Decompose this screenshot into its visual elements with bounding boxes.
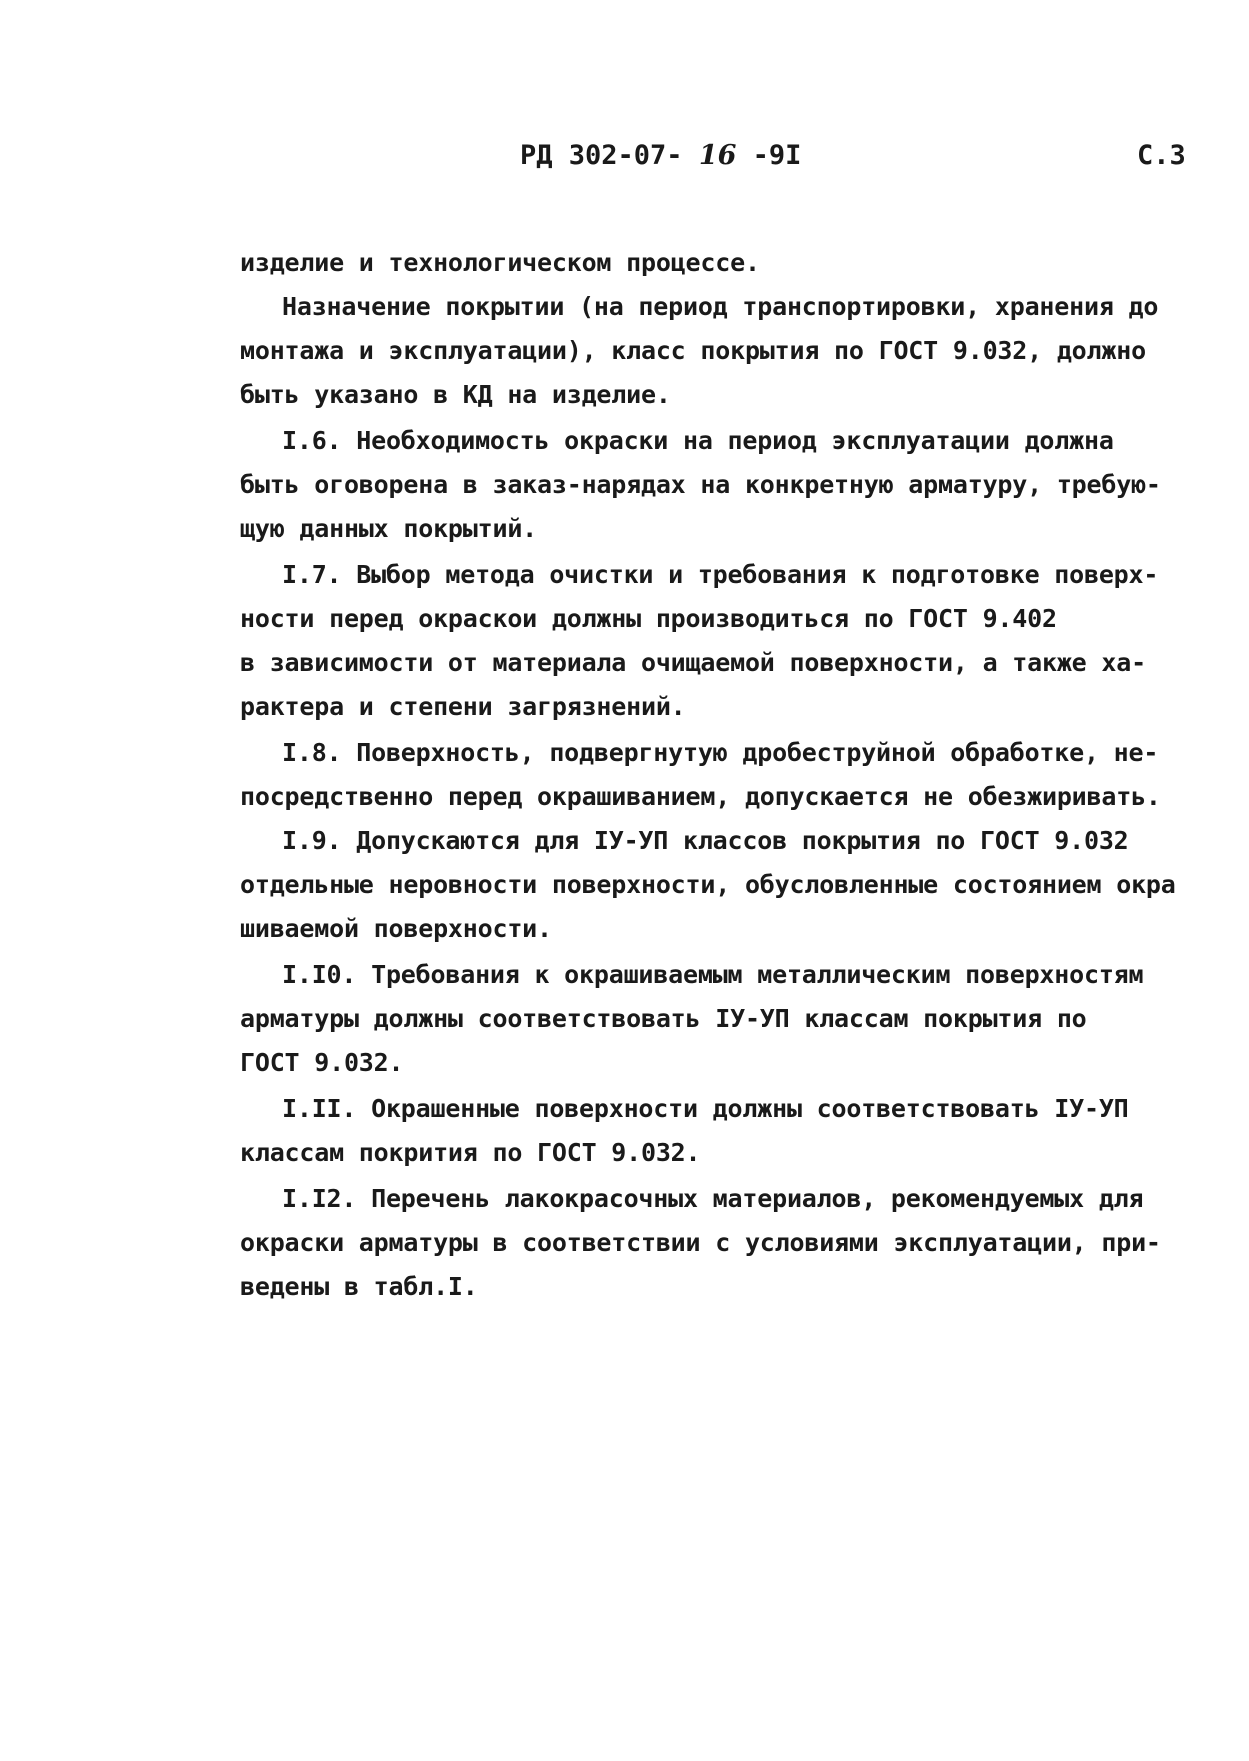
text-line: шиваемой поверхности.: [240, 914, 552, 943]
text-line: окраски арматуры в соответствии с условиями эксплуатации, при-: [240, 1228, 1161, 1257]
text-line: I.II. Окрашенные поверхности должны соответствовать IУ-УП: [282, 1094, 1129, 1123]
text-line: ГОСТ 9.032.: [240, 1048, 404, 1077]
text-line: I.7. Выбор метода очистки и требования к подготовке поверх-: [282, 560, 1159, 589]
page-number: С.3: [1137, 140, 1186, 171]
text-line: в зависимости от материала очищаемой поверхности, а также ха-: [240, 648, 1146, 677]
document-code-suffix: -9I: [736, 140, 802, 171]
text-line: классам покрития по ГОСТ 9.032.: [240, 1138, 701, 1167]
document-code: [520, 140, 801, 171]
text-line: I.8. Поверхность, подвергнутую дробеструйной обработке, не-: [282, 738, 1159, 767]
text-line: арматуры должны соответствовать IУ-УП классам покрытия по: [240, 1004, 1087, 1033]
text-line: I.I0. Требования к окрашиваемым металлическим поверхностям: [282, 960, 1144, 989]
text-line: быть оговорена в заказ-нарядах на конкретную арматуру, требую-: [240, 470, 1161, 499]
document-code-prefix: РД 302-07-: [520, 140, 699, 171]
text-line: рактера и степени загрязнений.: [240, 692, 686, 721]
text-line: ведены в табл.I.: [240, 1272, 478, 1301]
text-line: изделие и технологическом процессе.: [240, 248, 760, 277]
page-header: [0, 140, 1249, 184]
text-line: посредственно перед окрашиванием, допускается не обезжиривать.: [240, 782, 1161, 811]
text-line: щую данных покрытий.: [240, 514, 538, 543]
text-line: I.6. Необходимость окраски на период эксплуатации должна: [282, 426, 1114, 455]
text-line: Назначение покрытии (на период транспортировки, хранения до: [282, 292, 1159, 321]
text-line: ности перед окраскои должны производиться по ГОСТ 9.402: [240, 604, 1057, 633]
text-line: I.I2. Перечень лакокрасочных материалов, рекомендуемых для: [282, 1184, 1144, 1213]
text-line: I.9. Допускаются для IУ-УП классов покрытия по ГОСТ 9.032: [282, 826, 1129, 855]
text-line: монтажа и эксплуатации), класс покрытия по ГОСТ 9.032, должно: [240, 336, 1146, 365]
text-line: отдельные неровности поверхности, обусловленные состоянием окра: [240, 870, 1176, 899]
document-code-handwritten-number: 16: [698, 140, 737, 171]
text-line: быть указано в КД на изделие.: [240, 380, 671, 409]
